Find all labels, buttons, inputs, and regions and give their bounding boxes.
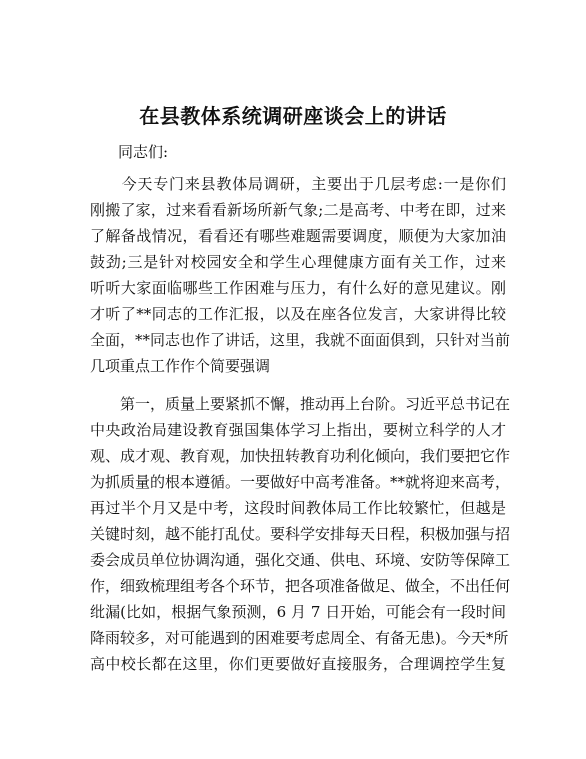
paragraph-line: 再过半个月又是中考，这段时间教体局工作比较繁忙，但越是: [90, 499, 506, 517]
paragraph-line: 作，细致梳理组考各个环节，把各项准备做足、做全，不出任何: [90, 577, 511, 595]
paragraph-line: 为抓质量的根本遵循。一要做好中高考准备。**就将迎来高考，: [90, 473, 511, 491]
paragraph-line: 委会成员单位协调沟通，强化交通、供电、环境、安防等保障工: [90, 551, 511, 569]
document-title: 在县教体系统调研座谈会上的讲话: [139, 104, 447, 128]
paragraph-2: [90, 391, 511, 677]
paragraph-line: 鼓劲;三是针对校园安全和学生心理健康方面有关工作，过来: [90, 253, 506, 271]
paragraph-line: 降雨较多，对可能遇到的困难要考虑周全、有备无患)。今天*所: [90, 629, 509, 647]
paragraph-line: 观、成才观、教育观，加快扭转教育功利化倾向，我们要把它作: [90, 447, 511, 465]
paragraph-1: [90, 171, 511, 379]
paragraph-line: 第一，质量上要紧抓不懈，推动再上台阶。习近平总书记在: [90, 395, 511, 413]
greeting: 同志们:: [118, 143, 169, 161]
paragraph-line: 几项重点工作作个简要强调: [90, 357, 271, 375]
paragraph-line: 全面，**同志也作了讲话，这里，我就不面面俱到，只针对当前: [90, 331, 511, 349]
paragraph-line: 了解备战情况，看看还有哪些难题需要调度，顺便为大家加油: [90, 227, 506, 245]
paragraph-line: 听听大家面临哪些工作困难与压力，有什么好的意见建议。刚: [90, 279, 506, 297]
paragraph-line: 关键时刻，越不能打乱仗。要科学安排每天日程，积极加强与招: [90, 525, 511, 543]
paragraph-line: 才听了**同志的工作汇报，以及在座各位发言，大家讲得比较: [90, 305, 506, 323]
paragraph-line: 中央政治局建设教育强国集体学习上指出，要树立科学的人才: [90, 421, 506, 439]
paragraph-line: 刚搬了家，过来看看新场所新气象;二是高考、中考在即，过来: [90, 201, 506, 219]
paragraph-line: 纰漏(比如，根据气象预测，6 月 7 日开始，可能会有一段时间: [90, 603, 506, 621]
paragraph-line: 高中校长都在这里，你们更要做好直接服务，合理调控学生复: [90, 655, 506, 673]
paragraph-line: 今天专门来县教体局调研，主要出于几层考虑:一是你们: [90, 175, 506, 193]
